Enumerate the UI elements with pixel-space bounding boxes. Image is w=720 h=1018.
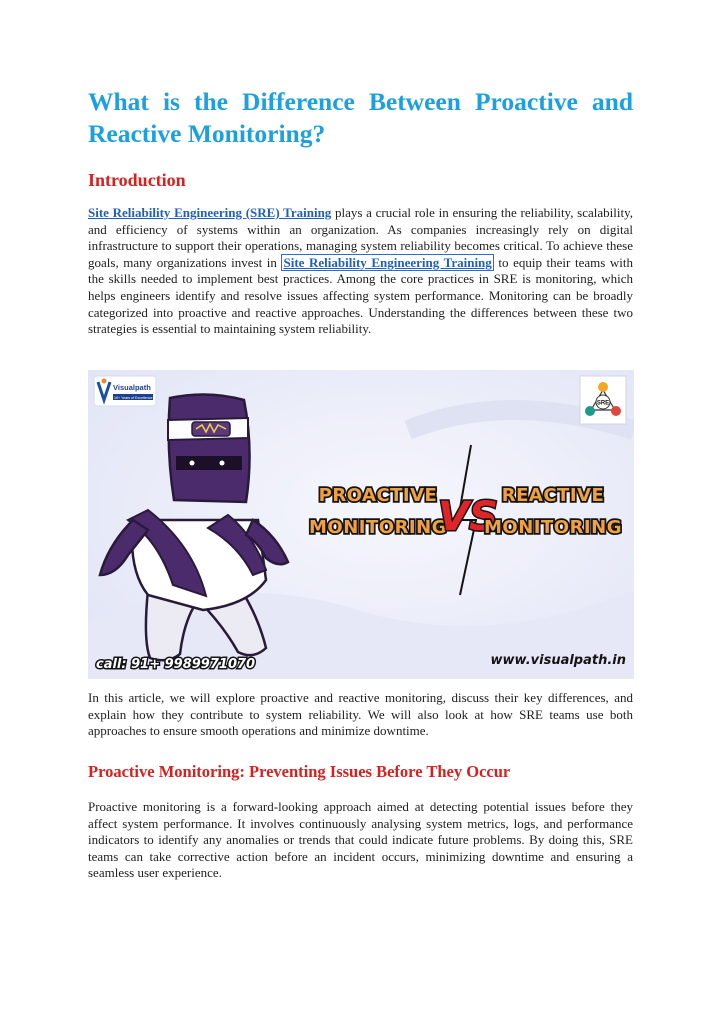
proactive-paragraph: Proactive monitoring is a forward-looking approach aimed at detecting potential issues before they affect system performance. It involves continuously analysing system metrics, logs, and performance indicators to identify any anomalies or trends that could indicate future problems. By doing this, SRE teams can take corrective action before an incident occurs, minimizing downtime and ensuring a seamless user experience. [88,799,633,881]
proactive-heading: Proactive Monitoring: Preventing Issues Before They Occur [88,762,511,781]
reactive-line-1: REACTIVE [501,485,605,506]
website-url: www.visualpath.in [490,653,626,668]
intro-paragraph [88,205,633,338]
sre-badge [580,376,626,424]
sre-training-link[interactable]: Site Reliability Engineering (SRE) Training [88,205,332,220]
call-number: call: 91+ 9989971070 [96,657,256,672]
article-intro-paragraph: In this article, we will explore proactive and reactive monitoring, discuss their key differences, and explain how they contribute to system reliability. We will also look at how SRE teams use both approaches to ensure smooth operations and minimize downtime. [88,690,633,739]
vs-text: VS [438,494,498,540]
intro-heading: Introduction [88,170,186,190]
logo-name: Visualpath [113,383,151,392]
sre-engineering-training-link[interactable]: Site Reliability Engineering Training [283,254,492,270]
intro-text-2: to equip their teams with the skills needed to implement best practices. Among the core practices in SRE is monitoring, which helps engineers identify and resolve issues affecting system performance. Monitoring can be broadly categorized into proactive and reactive approaches. Understanding the differences between these two strategies is essential to maintaining system reliability. [88,254,633,337]
promo-banner-image [88,370,634,679]
proactive-line-2: MONITORING [309,517,447,538]
reactive-line-2: MONITORING [484,517,622,538]
intro-text-1: plays a crucial role in ensuring the reliability, scalability, and efficiency of systems within an organization. As companies increasingly rely on digital infrastructure to support their operations, managing system reliability becomes critical. To achieve these goals, many organizations invest in [88,205,634,270]
page-title: What is the Difference Between Proactive and Reactive Monitoring? [88,87,633,148]
logo-tagline: 16+ Years of Excellence [114,396,153,400]
document-body [88,86,633,338]
sre-badge-text: SRE [596,400,610,407]
proactive-line-1: PROACTIVE [318,485,438,506]
visualpath-logo [94,376,156,406]
